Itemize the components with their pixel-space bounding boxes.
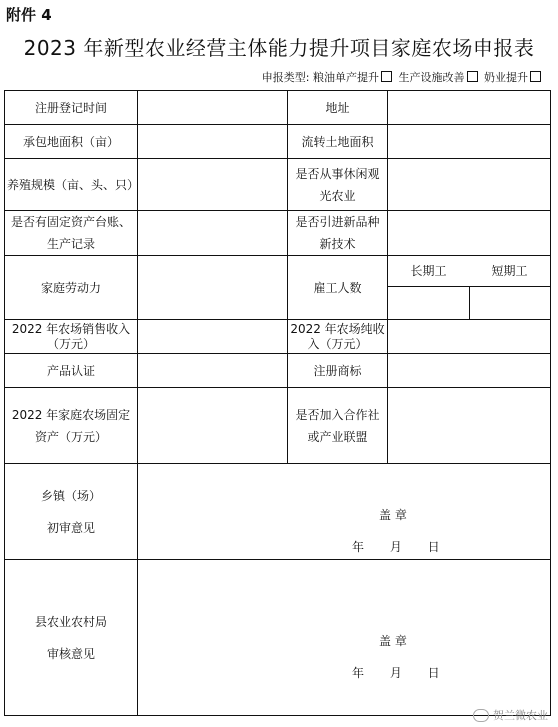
declare-type-label: 申报类型: (261, 71, 310, 84)
field-short-term[interactable] (470, 287, 551, 319)
seal-label: 盖 章 (379, 508, 407, 522)
declare-type-line (262, 69, 544, 85)
field-address[interactable] (388, 91, 551, 125)
date-label: 年 月 日 (352, 540, 440, 554)
township-line-2: 初审意见 (46, 520, 95, 535)
watermark (473, 707, 548, 723)
label-township-review (5, 464, 138, 560)
declare-type-checkbox[interactable] (467, 71, 478, 82)
field-certification[interactable] (138, 354, 288, 388)
label-short-term: 短期工 (491, 264, 528, 278)
field-contract-area[interactable] (138, 125, 288, 159)
declare-type-checkbox[interactable] (381, 71, 392, 82)
label-net-income: 2022 年农场纯收入（万元） (288, 320, 388, 354)
wechat-icon (473, 709, 489, 722)
field-net-income[interactable] (388, 320, 551, 354)
label-reg-time: 注册登记时间 (5, 91, 138, 125)
field-sales-income[interactable] (138, 320, 288, 354)
label-long-term: 长期工 (410, 264, 447, 278)
field-cooperative[interactable] (388, 388, 551, 464)
date-label: 年 月 日 (352, 666, 440, 680)
label-county-review (5, 560, 138, 716)
field-township-review[interactable] (138, 464, 551, 560)
label-transfer-area: 流转土地面积 (288, 125, 388, 159)
field-new-variety[interactable] (388, 211, 551, 256)
field-breeding-scale[interactable] (138, 159, 288, 211)
label-address: 地址 (288, 91, 388, 125)
label-new-variety: 是否引进新品种新技术 (288, 211, 388, 256)
annex-label: 附件 4 (6, 6, 52, 24)
label-sales-income: 2022 年农场销售收入（万元） (5, 320, 138, 354)
declare-type-checkbox[interactable] (530, 71, 541, 82)
field-fixed-assets-ledger[interactable] (138, 211, 288, 256)
county-line-2: 审核意见 (46, 646, 95, 661)
field-county-review[interactable] (138, 560, 551, 716)
seal-label: 盖 章 (379, 634, 407, 648)
field-transfer-area[interactable] (388, 125, 551, 159)
county-line-1: 县农业农村局 (34, 614, 107, 629)
label-trademark: 注册商标 (288, 354, 388, 388)
label-family-labor: 家庭劳动力 (5, 256, 138, 320)
field-family-labor[interactable] (138, 256, 288, 320)
label-fixed-assets: 2022 年家庭农场固定资产（万元） (5, 388, 138, 464)
page-title: 2023 年新型农业经营主体能力提升项目家庭农场申报表 (23, 36, 535, 60)
field-trademark[interactable] (388, 354, 551, 388)
hired-workers-subtable (388, 256, 551, 320)
watermark-text: 贺兰微农业 (493, 709, 548, 722)
label-hired-workers: 雇工人数 (288, 256, 388, 320)
label-certification: 产品认证 (5, 354, 138, 388)
township-line-1: 乡镇（场） (40, 488, 101, 503)
field-fixed-assets[interactable] (138, 388, 288, 464)
label-cooperative: 是否加入合作社或产业联盟 (288, 388, 388, 464)
label-contract-area: 承包地面积（亩） (5, 125, 138, 159)
declare-type-option: 生产设施改善 (398, 71, 465, 84)
declare-type-option: 粮油单产提升 (313, 71, 379, 84)
declare-type-option: 奶业提升 (484, 71, 528, 84)
label-leisure: 是否从事休闲观光农业 (288, 159, 388, 211)
field-reg-time[interactable] (138, 91, 288, 125)
field-long-term[interactable] (388, 287, 470, 319)
field-leisure[interactable] (388, 159, 551, 211)
label-breeding-scale: 养殖规模（亩、头、只） (5, 159, 138, 211)
application-form (4, 90, 551, 716)
label-fixed-assets-ledger: 是否有固定资产台账、生产记录 (5, 211, 138, 256)
